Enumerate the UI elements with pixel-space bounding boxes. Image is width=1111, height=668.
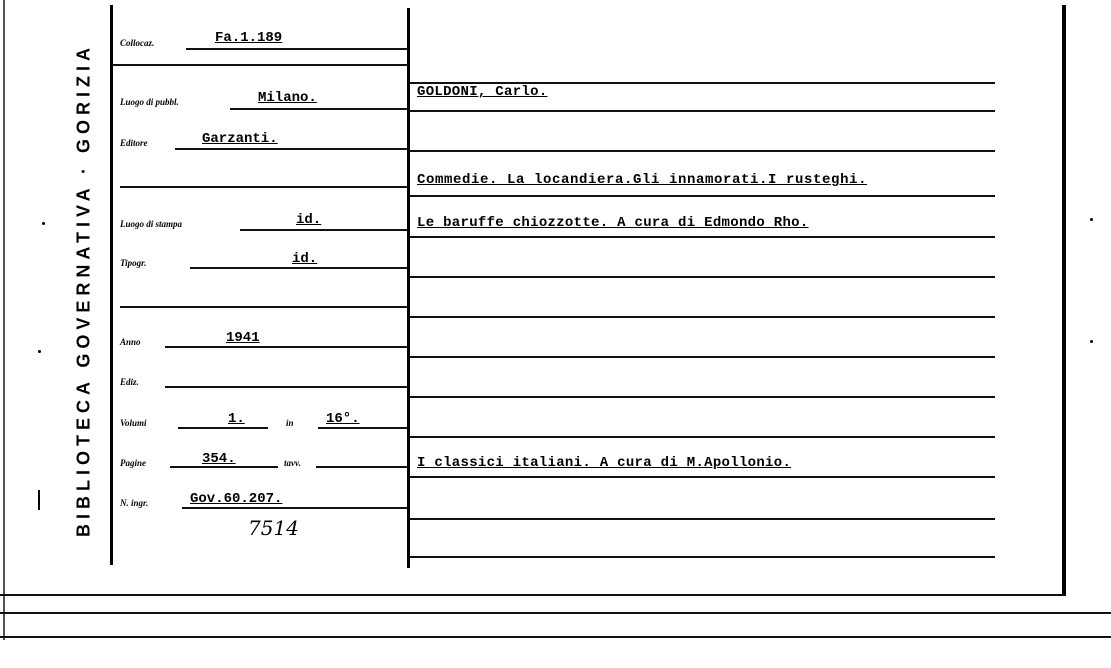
field-label-pagine: Pagine	[120, 458, 146, 468]
rule	[120, 306, 408, 308]
rule	[410, 150, 995, 152]
speck	[38, 490, 40, 510]
strip-line-2	[0, 636, 1111, 638]
rule	[112, 64, 408, 66]
rule	[240, 229, 408, 231]
field-value-editore: Garzanti.	[202, 131, 278, 147]
rule	[410, 110, 995, 112]
rule	[410, 195, 995, 197]
field-value-luogo-stampa: id.	[296, 212, 322, 228]
rule	[178, 427, 268, 429]
left-border-line	[3, 0, 5, 640]
field-value-n-ingr: Gov.60.207.	[190, 491, 283, 507]
field-label-collocazione: Collocaz.	[120, 38, 155, 48]
entry-series: I classici italiani. A cura di M.Apollonio.	[417, 455, 792, 471]
rule	[410, 316, 995, 318]
rule	[410, 436, 995, 438]
rule	[182, 507, 408, 509]
field-label-luogo-pubbl: Luogo di pubbl.	[120, 97, 179, 107]
center-divider	[407, 8, 410, 568]
left-border-line-2	[110, 5, 113, 565]
strip-line-1	[0, 612, 1111, 614]
field-value-collocazione: Fa.1.189	[215, 30, 283, 46]
speck	[42, 222, 45, 225]
rule	[120, 186, 408, 188]
rule	[410, 356, 995, 358]
rule	[186, 48, 408, 50]
entry-title-line1: Commedie. La locandiera.Gli innamorati.I rusteghi.	[417, 172, 868, 188]
field-label-anno: Anno	[120, 337, 141, 347]
rule	[410, 236, 995, 238]
field-label-luogo-stampa: Luogo di stampa	[120, 219, 183, 229]
rule	[318, 427, 408, 429]
field-value-volumi: 1.	[228, 411, 245, 427]
rule	[410, 476, 995, 478]
field-label-in: in	[286, 418, 294, 428]
field-label-editore: Editore	[120, 138, 148, 148]
field-label-ediz: Ediz.	[120, 377, 139, 387]
entry-title-line2: Le baruffe chiozzotte. A cura di Edmondo Rho.	[417, 215, 809, 231]
speck	[1090, 218, 1093, 221]
rule	[165, 346, 408, 348]
rule	[230, 108, 408, 110]
field-label-tipogr: Tipogr.	[120, 258, 147, 268]
field-value-pagine: 354.	[202, 451, 236, 467]
card-bottom-edge	[0, 594, 1066, 596]
field-value-tipogr: id.	[292, 251, 318, 267]
right-edge	[1062, 5, 1066, 595]
field-value-formato: 16°.	[326, 411, 360, 427]
rule	[175, 148, 408, 150]
field-label-tavv: tavv.	[284, 458, 301, 468]
rule	[410, 276, 995, 278]
field-value-luogo-pubbl: Milano.	[258, 90, 317, 106]
rule	[165, 386, 408, 388]
field-value-anno: 1941	[226, 330, 260, 346]
speck	[1090, 340, 1093, 343]
rule	[410, 396, 995, 398]
library-stamp-text: BIBLIOTECA GOVERNATIVA · GORIZIA	[73, 43, 94, 537]
rule	[410, 556, 995, 558]
handwritten-number: 7514	[248, 516, 299, 540]
field-label-n-ingr: N. ingr.	[120, 498, 149, 508]
rule	[316, 466, 408, 468]
rule	[410, 518, 995, 520]
rule	[190, 267, 408, 269]
speck	[38, 350, 41, 353]
entry-author: GOLDONI, Carlo.	[417, 84, 548, 100]
field-label-volumi: Volumi	[120, 418, 147, 428]
